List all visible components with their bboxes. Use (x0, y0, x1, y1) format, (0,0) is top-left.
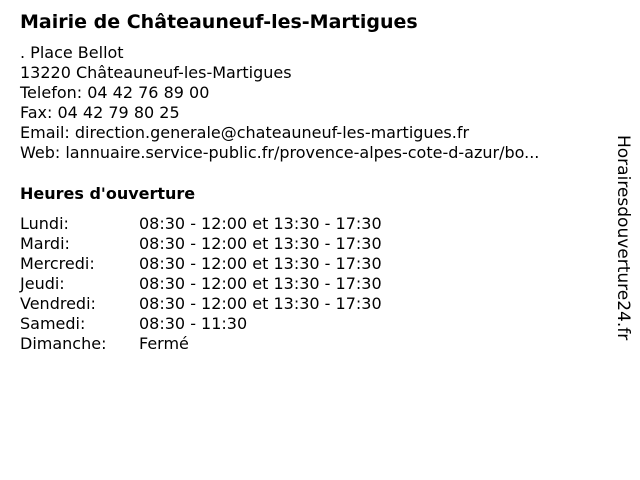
day-hours: 08:30 - 11:30 (139, 314, 248, 333)
day-label: Mercredi: (20, 254, 95, 273)
address-street: . Place Bellot (20, 43, 124, 62)
day-hours: 08:30 - 12:00 et 13:30 - 17:30 (139, 214, 382, 233)
address-city: 13220 Châteauneuf-les-Martigues (20, 63, 292, 82)
day-hours: 08:30 - 12:00 et 13:30 - 17:30 (139, 234, 382, 253)
day-hours: Fermé (139, 334, 189, 353)
phone-line: Telefon: 04 42 76 89 00 (20, 83, 210, 102)
email-line: Email: direction.generale@chateauneuf-les-martigues.fr (20, 123, 470, 142)
fax-line: Fax: 04 42 79 80 25 (20, 103, 180, 122)
day-hours: 08:30 - 12:00 et 13:30 - 17:30 (139, 254, 382, 273)
day-label: Samedi: (20, 314, 86, 333)
day-label: Lundi: (20, 214, 69, 233)
day-label: Mardi: (20, 234, 70, 253)
day-label: Dimanche: (20, 334, 107, 353)
day-label: Jeudi: (20, 274, 65, 293)
day-label: Vendredi: (20, 294, 96, 313)
contact-block (20, 43, 539, 163)
page-title: Mairie de Châteauneuf-les-Martigues (20, 11, 418, 33)
day-hours: 08:30 - 12:00 et 13:30 - 17:30 (139, 294, 382, 313)
hours-heading: Heures d'ouverture (20, 184, 196, 203)
day-hours: 08:30 - 12:00 et 13:30 - 17:30 (139, 274, 382, 293)
site-watermark: Horairesdouverture24.fr (613, 135, 633, 341)
web-line: Web: lannuaire.service-public.fr/provence-alpes-cote-d-azur/bo... (20, 143, 540, 162)
